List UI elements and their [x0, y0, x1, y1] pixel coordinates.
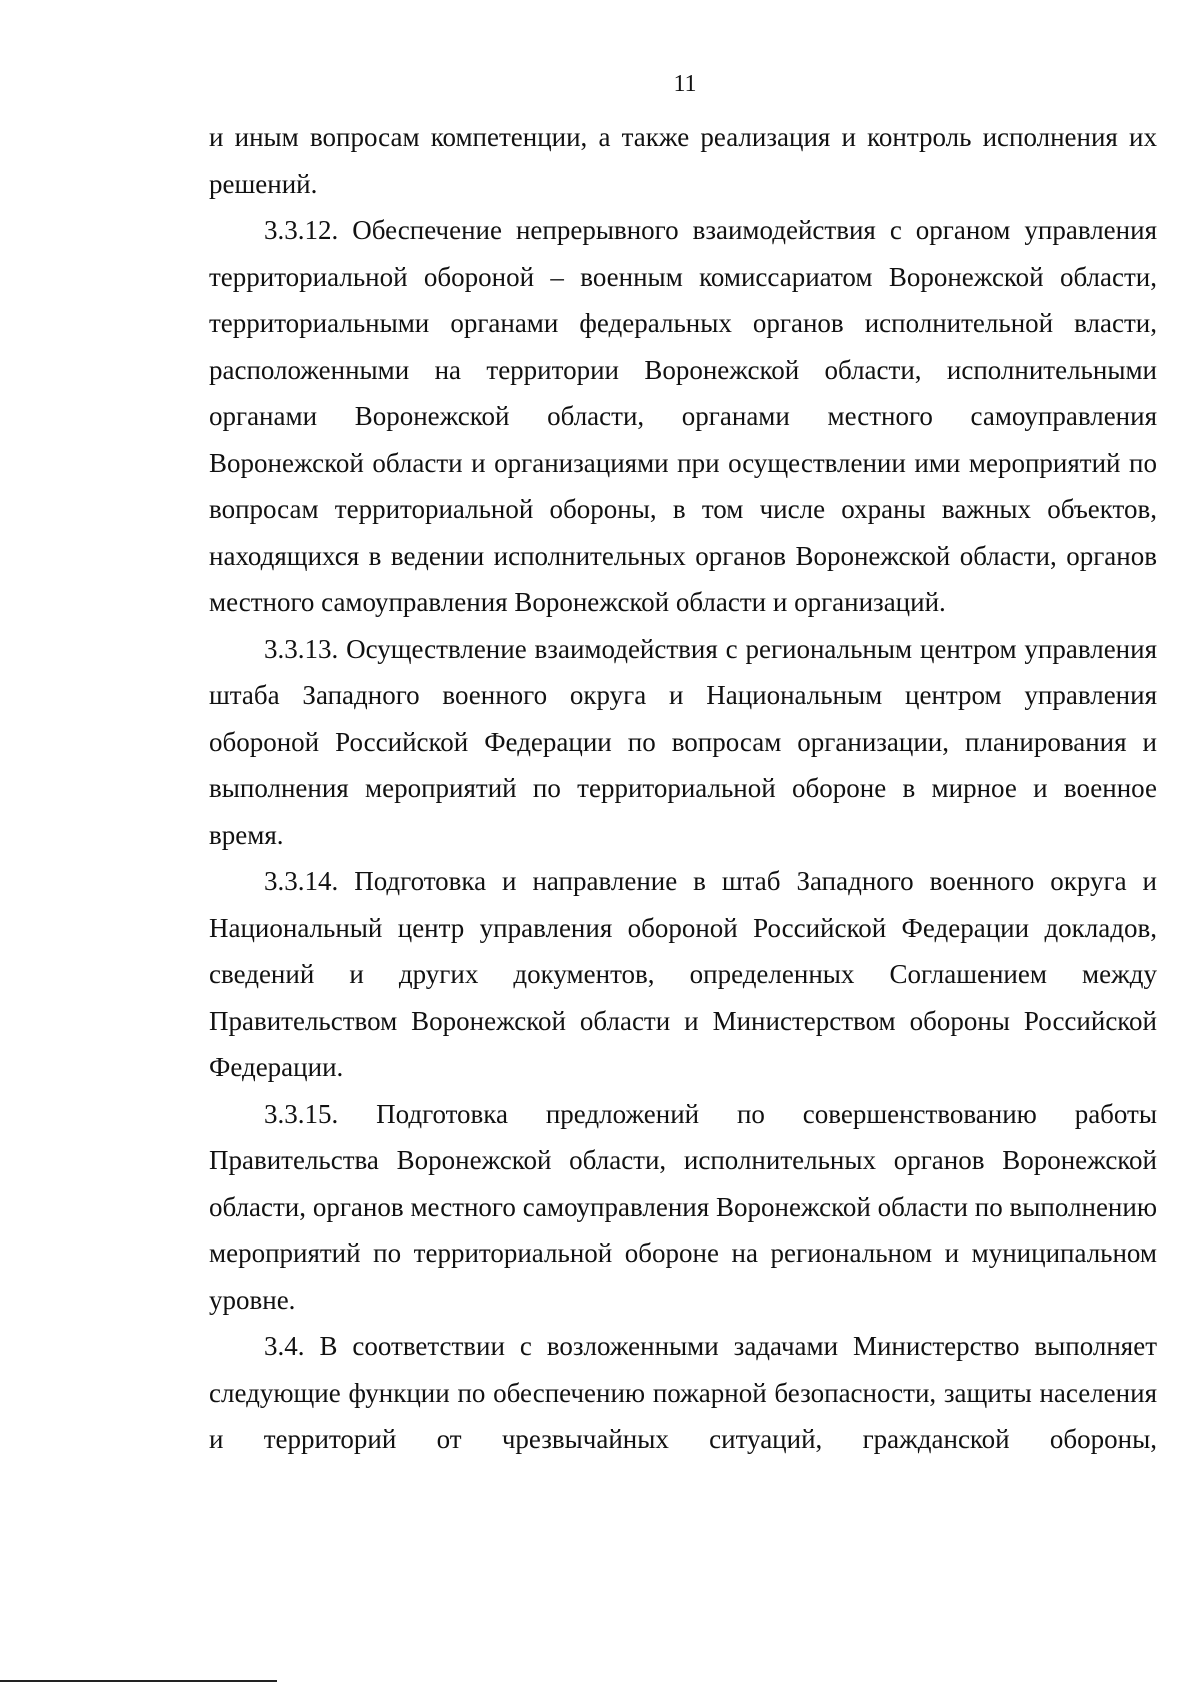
paragraph-1: и иным вопросам компетенции, а также реализация и контроль исполнения их решений.	[209, 122, 1157, 199]
footer-rule	[0, 1680, 277, 1682]
document-body	[209, 114, 1157, 1463]
paragraph-3-3-15: 3.3.15. Подготовка предложений по совершенствованию работы Правительства Воронежской области, исполнительных органов Воронежской области, органов местного самоуправления Воронежской области по выполнению мероприятий по территориальной обороне на региональном и муниципальном уровне.	[209, 1098, 1157, 1315]
paragraph-3-3-13: 3.3.13. Осуществление взаимодействия с региональным центром управления штаба Западного военного округа и Национальным центром управления обороной Российской Федерации по вопросам организации, планирования и выполнения мероприятий по территориальной обороне в мирное и военное время.	[209, 633, 1157, 850]
paragraph-3-3-14: 3.3.14. Подготовка и направление в штаб Западного военного округа и Национальный центр управления обороной Российской Федерации докладов, сведений и других документов, определенных Соглашением между Правительством Воронежской области и Министерством обороны Российской Федерации.	[209, 866, 1157, 1082]
paragraph-3-4: 3.4. В соответствии с возложенными задачами Министерство выполняет следующие функции по обеспечению пожарной безопасности, защиты населения и территорий от чрезвычайных ситуаций, гражданской обороны,	[209, 1331, 1157, 1454]
paragraph-3-3-12: 3.3.12. Обеспечение непрерывного взаимодействия с органом управления территориальной обороной – военным комиссариатом Воронежской области, территориальными органами федеральных органов исполнительной власти, расположенными на территории Воронежской области, исполнительными органами Воронежской области, органами местного самоуправления Воронежской области и организациями при осуществлении ими мероприятий по вопросам территориальной обороны, в том числе охраны важных объектов, находящихся в ведении исполнительных органов Воронежской области, органов местного самоуправления Воронежской области и организаций.	[209, 215, 1157, 617]
page-number: 11	[673, 71, 697, 97]
